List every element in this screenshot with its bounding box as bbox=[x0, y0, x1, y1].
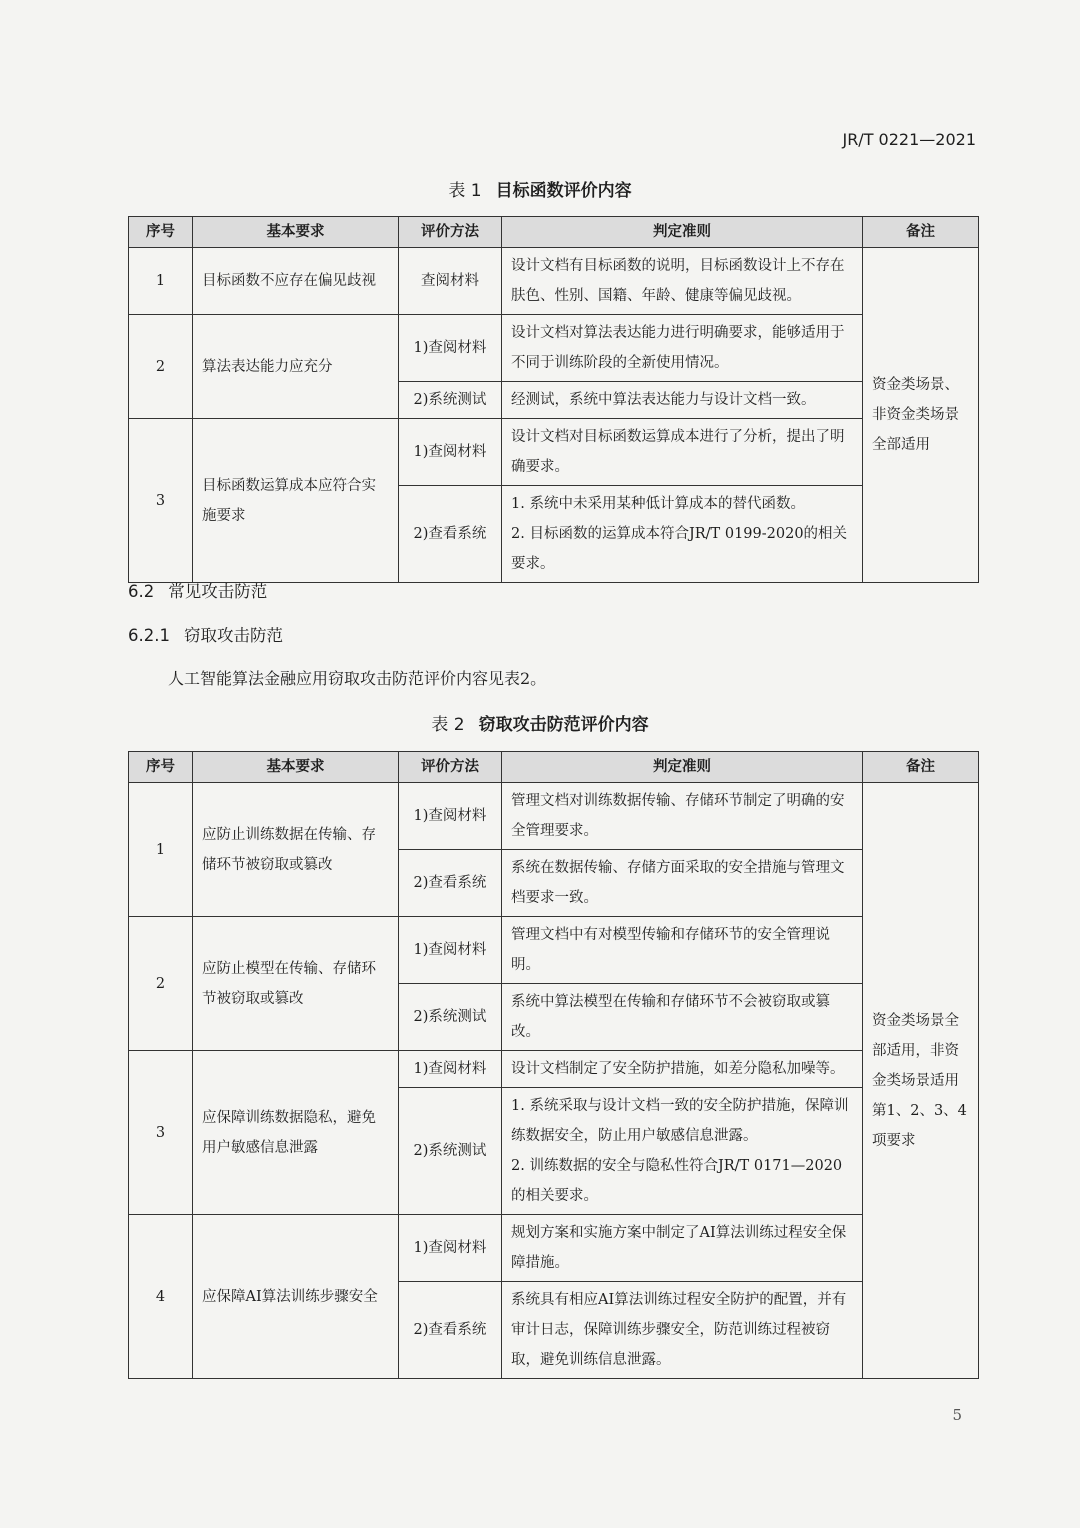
table2-header-criteria: 判定准则 bbox=[502, 752, 863, 783]
row-index: 3 bbox=[129, 1051, 193, 1215]
row-method: 1)查阅材料 bbox=[399, 917, 502, 984]
row-requirement: 应保障AI算法训练步骤安全 bbox=[193, 1215, 399, 1379]
criteria-line: 1. 系统采取与设计文档一致的安全防护措施，保障训练数据安全，防止用户敏感信息泄露。 bbox=[511, 1098, 849, 1144]
section-title: 常见攻击防范 bbox=[168, 582, 268, 601]
row-criteria: 管理文档中有对模型传输和存储环节的安全管理说明。 bbox=[502, 917, 863, 984]
table-row bbox=[129, 419, 979, 486]
table1-caption-number: 表 1 bbox=[448, 181, 482, 201]
table1-header-requirement: 基本要求 bbox=[193, 217, 399, 248]
row-requirement: 应防止训练数据在传输、存储环节被窃取或篡改 bbox=[193, 783, 399, 917]
section-heading-6-2-1 bbox=[128, 622, 283, 646]
row-method: 2)系统测试 bbox=[399, 984, 502, 1051]
table1-header-note: 备注 bbox=[863, 217, 979, 248]
row-criteria: 规划方案和实施方案中制定了AI算法训练过程安全保障措施。 bbox=[502, 1215, 863, 1282]
document-code: JR/T 0221—2021 bbox=[842, 130, 976, 149]
table-row bbox=[129, 917, 979, 984]
table2-header-index: 序号 bbox=[129, 752, 193, 783]
table1-caption-title: 目标函数评价内容 bbox=[495, 181, 632, 201]
row-criteria: 经测试，系统中算法表达能力与设计文档一致。 bbox=[502, 382, 863, 419]
section-number: 6.2.1 bbox=[128, 626, 170, 645]
row-index: 1 bbox=[129, 783, 193, 917]
table2-header-requirement: 基本要求 bbox=[193, 752, 399, 783]
row-criteria: 设计文档对目标函数运算成本进行了分析，提出了明确要求。 bbox=[502, 419, 863, 486]
criteria-line: 2. 训练数据的安全与隐私性符合JR/T 0171—2020的相关要求。 bbox=[511, 1158, 843, 1204]
table2-header-row bbox=[129, 752, 979, 783]
row-method: 2)查看系统 bbox=[399, 486, 502, 583]
row-method: 1)查阅材料 bbox=[399, 315, 502, 382]
table-row bbox=[129, 1051, 979, 1088]
row-method: 查阅材料 bbox=[399, 248, 502, 315]
page-number: 5 bbox=[952, 1406, 962, 1424]
row-criteria: 设计文档有目标函数的说明，目标函数设计上不存在肤色、性别、国籍、年龄、健康等偏见歧视。 bbox=[502, 248, 863, 315]
table2-caption-number: 表 2 bbox=[431, 715, 465, 735]
table-row bbox=[129, 783, 979, 850]
table1-caption bbox=[0, 176, 1080, 201]
table2-header-method: 评价方法 bbox=[399, 752, 502, 783]
row-method: 2)系统测试 bbox=[399, 382, 502, 419]
row-criteria: 设计文档对算法表达能力进行明确要求，能够适用于不同于训练阶段的全新使用情况。 bbox=[502, 315, 863, 382]
table1-header-row bbox=[129, 217, 979, 248]
row-requirement: 目标函数运算成本应符合实施要求 bbox=[193, 419, 399, 583]
table-row bbox=[129, 315, 979, 382]
table1-header-criteria: 判定准则 bbox=[502, 217, 863, 248]
table2 bbox=[128, 751, 979, 1379]
table2-caption bbox=[0, 710, 1080, 735]
table1 bbox=[128, 216, 979, 583]
row-method: 2)查看系统 bbox=[399, 1282, 502, 1379]
table1-header-index: 序号 bbox=[129, 217, 193, 248]
row-criteria: 系统中算法模型在传输和存储环节不会被窃取或篡改。 bbox=[502, 984, 863, 1051]
row-criteria bbox=[502, 1088, 863, 1215]
row-requirement: 应防止模型在传输、存储环节被窃取或篡改 bbox=[193, 917, 399, 1051]
criteria-line: 1. 系统中未采用某种低计算成本的替代函数。 bbox=[511, 496, 805, 512]
row-index: 1 bbox=[129, 248, 193, 315]
section-heading-6-2 bbox=[128, 578, 267, 602]
row-criteria: 系统在数据传输、存储方面采取的安全措施与管理文档要求一致。 bbox=[502, 850, 863, 917]
row-requirement: 应保障训练数据隐私，避免用户敏感信息泄露 bbox=[193, 1051, 399, 1215]
table1-header-method: 评价方法 bbox=[399, 217, 502, 248]
section-number: 6.2 bbox=[128, 582, 155, 601]
body-paragraph: 人工智能算法金融应用窃取攻击防范评价内容见表2。 bbox=[168, 669, 547, 688]
row-method: 2)查看系统 bbox=[399, 850, 502, 917]
row-criteria: 设计文档制定了安全防护措施，如差分隐私加噪等。 bbox=[502, 1051, 863, 1088]
row-method: 2)系统测试 bbox=[399, 1088, 502, 1215]
section-title: 窃取攻击防范 bbox=[183, 626, 283, 645]
table-row bbox=[129, 248, 979, 315]
row-requirement: 算法表达能力应充分 bbox=[193, 315, 399, 419]
row-method: 1)查阅材料 bbox=[399, 1051, 502, 1088]
row-method: 1)查阅材料 bbox=[399, 419, 502, 486]
row-method: 1)查阅材料 bbox=[399, 1215, 502, 1282]
criteria-line: 2. 目标函数的运算成本符合JR/T 0199-2020的相关要求。 bbox=[511, 526, 848, 572]
row-index: 4 bbox=[129, 1215, 193, 1379]
table2-note: 资金类场景全部适用，非资金类场景适用第1、2、3、4项要求 bbox=[863, 783, 979, 1379]
row-criteria bbox=[502, 486, 863, 583]
row-index: 2 bbox=[129, 917, 193, 1051]
row-criteria: 管理文档对训练数据传输、存储环节制定了明确的安全管理要求。 bbox=[502, 783, 863, 850]
table1-note: 资金类场景、非资金类场景全部适用 bbox=[863, 248, 979, 583]
row-criteria: 系统具有相应AI算法训练过程安全防护的配置，并有审计日志，保障训练步骤安全，防范训练过程被窃取，避免训练信息泄露。 bbox=[502, 1282, 863, 1379]
table2-caption-title: 窃取攻击防范评价内容 bbox=[478, 715, 649, 735]
row-index: 2 bbox=[129, 315, 193, 419]
row-requirement: 目标函数不应存在偏见歧视 bbox=[193, 248, 399, 315]
table2-header-note: 备注 bbox=[863, 752, 979, 783]
row-index: 3 bbox=[129, 419, 193, 583]
row-method: 1)查阅材料 bbox=[399, 783, 502, 850]
table-row bbox=[129, 1215, 979, 1282]
